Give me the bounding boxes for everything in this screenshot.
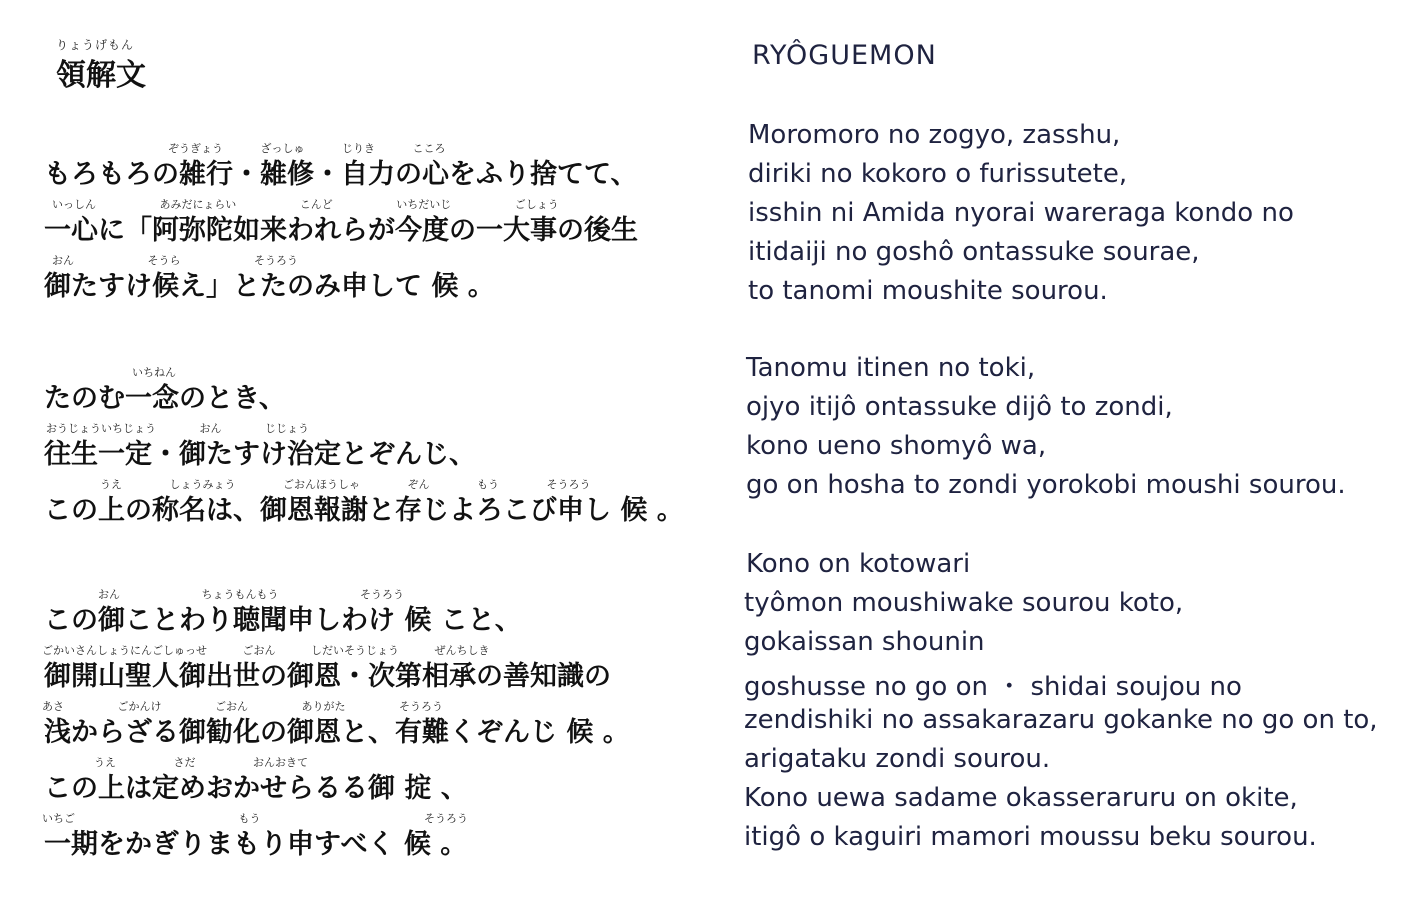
japanese-line: この上は定めおかせらるる御 掟 、 xyxy=(44,773,468,804)
japanese-line: 御開山聖人御出世の御恩・次第相承の善知識の xyxy=(44,661,611,692)
ruby-line: いちねん xyxy=(132,366,176,379)
romanized-line: itigô o kaguiri mamori moussu beku sourou. xyxy=(744,822,1317,852)
romanized-line: itidaiji no goshô ontassuke sourae, xyxy=(748,237,1200,267)
ruby-line: おうじょういちじょう おん じじょう xyxy=(46,422,309,435)
romanized-line: zendishiki no assakarazaru gokanke no go on to, xyxy=(744,705,1378,735)
romanized-line: goshusse no go on ・ shidai soujou no xyxy=(744,672,1242,702)
ruby-line: いっしん あみだにょらい こんど いちだいじ ごしょう xyxy=(52,198,559,211)
japanese-title: 領解文 xyxy=(56,58,146,93)
title-ruby: りょうげもん xyxy=(56,38,135,52)
japanese-line: 一期をかぎりまもり申すべく 候 。 xyxy=(44,829,468,860)
japanese-line: 御たすけ候え」とたのみ申して 候 。 xyxy=(44,271,495,302)
japanese-line: 往生一定・御たすけ治定とぞんじ、 xyxy=(44,439,476,470)
ruby-line: うえ しょうみょう ごおんほうしゃ ぞん もう そうろう xyxy=(100,478,591,491)
ruby-line: いちご もう そうろう xyxy=(42,812,468,825)
romanized-line: kono ueno shomyô wa, xyxy=(746,431,1047,461)
romanized-line: Kono on kotowari xyxy=(746,549,971,579)
romanized-title: RYÔGUEMON xyxy=(752,40,937,71)
romanized-line: tyômon moushiwake sourou koto, xyxy=(744,588,1184,618)
japanese-line: 浅からざる御勧化の御恩と、有難くぞんじ 候 。 xyxy=(44,717,630,748)
japanese-line: 一心に「阿弥陀如来われらが今度の一大事の後生 xyxy=(44,215,638,246)
romanized-line: Moromoro no zogyo, zasshu, xyxy=(748,120,1121,150)
romanized-line: diriki no kokoro o furissutete, xyxy=(748,159,1128,189)
japanese-line: もろもろの雑行・雑修・自力の心をふり捨てて、 xyxy=(44,159,638,190)
ruby-line: おん そうら そうろう xyxy=(52,254,298,267)
ruby-line: おん ちょうもんもう そうろう xyxy=(98,588,404,601)
japanese-line: この御ことわり聴聞申しわけ 候 こと、 xyxy=(44,605,522,636)
ruby-line: うえ さだ おんおきて xyxy=(94,756,308,769)
ruby-line: ごかいさんしょうにんごしゅっせ ごおん しだいそうじょう ぜんちしき xyxy=(42,644,490,657)
japanese-line: たのむ一念のとき、 xyxy=(44,383,286,414)
japanese-line: この上の称名は、御恩報謝と存じよろこび申し 候 。 xyxy=(44,495,684,526)
romanized-line: isshin ni Amida nyorai wareraga kondo no xyxy=(748,198,1294,228)
romanized-line: arigataku zondi sourou. xyxy=(744,744,1051,774)
romanized-line: gokaissan shounin xyxy=(744,627,985,657)
romanized-line: Kono uewa sadame okasseraruru on okite, xyxy=(744,783,1298,813)
ruby-line: あさ ごかんけ ごおん ありがた そうろう xyxy=(42,700,443,713)
romanized-line: to tanomi moushite sourou. xyxy=(748,276,1108,306)
romanized-line: go on hosha to zondi yorokobi moushi sourou. xyxy=(746,470,1346,500)
ruby-line: ぞうぎょう ざっしゅ じりき こころ xyxy=(168,142,446,155)
romanized-line: Tanomu itinen no toki, xyxy=(746,353,1036,383)
romanized-line: ojyo itijô ontassuke dijô to zondi, xyxy=(746,392,1173,422)
